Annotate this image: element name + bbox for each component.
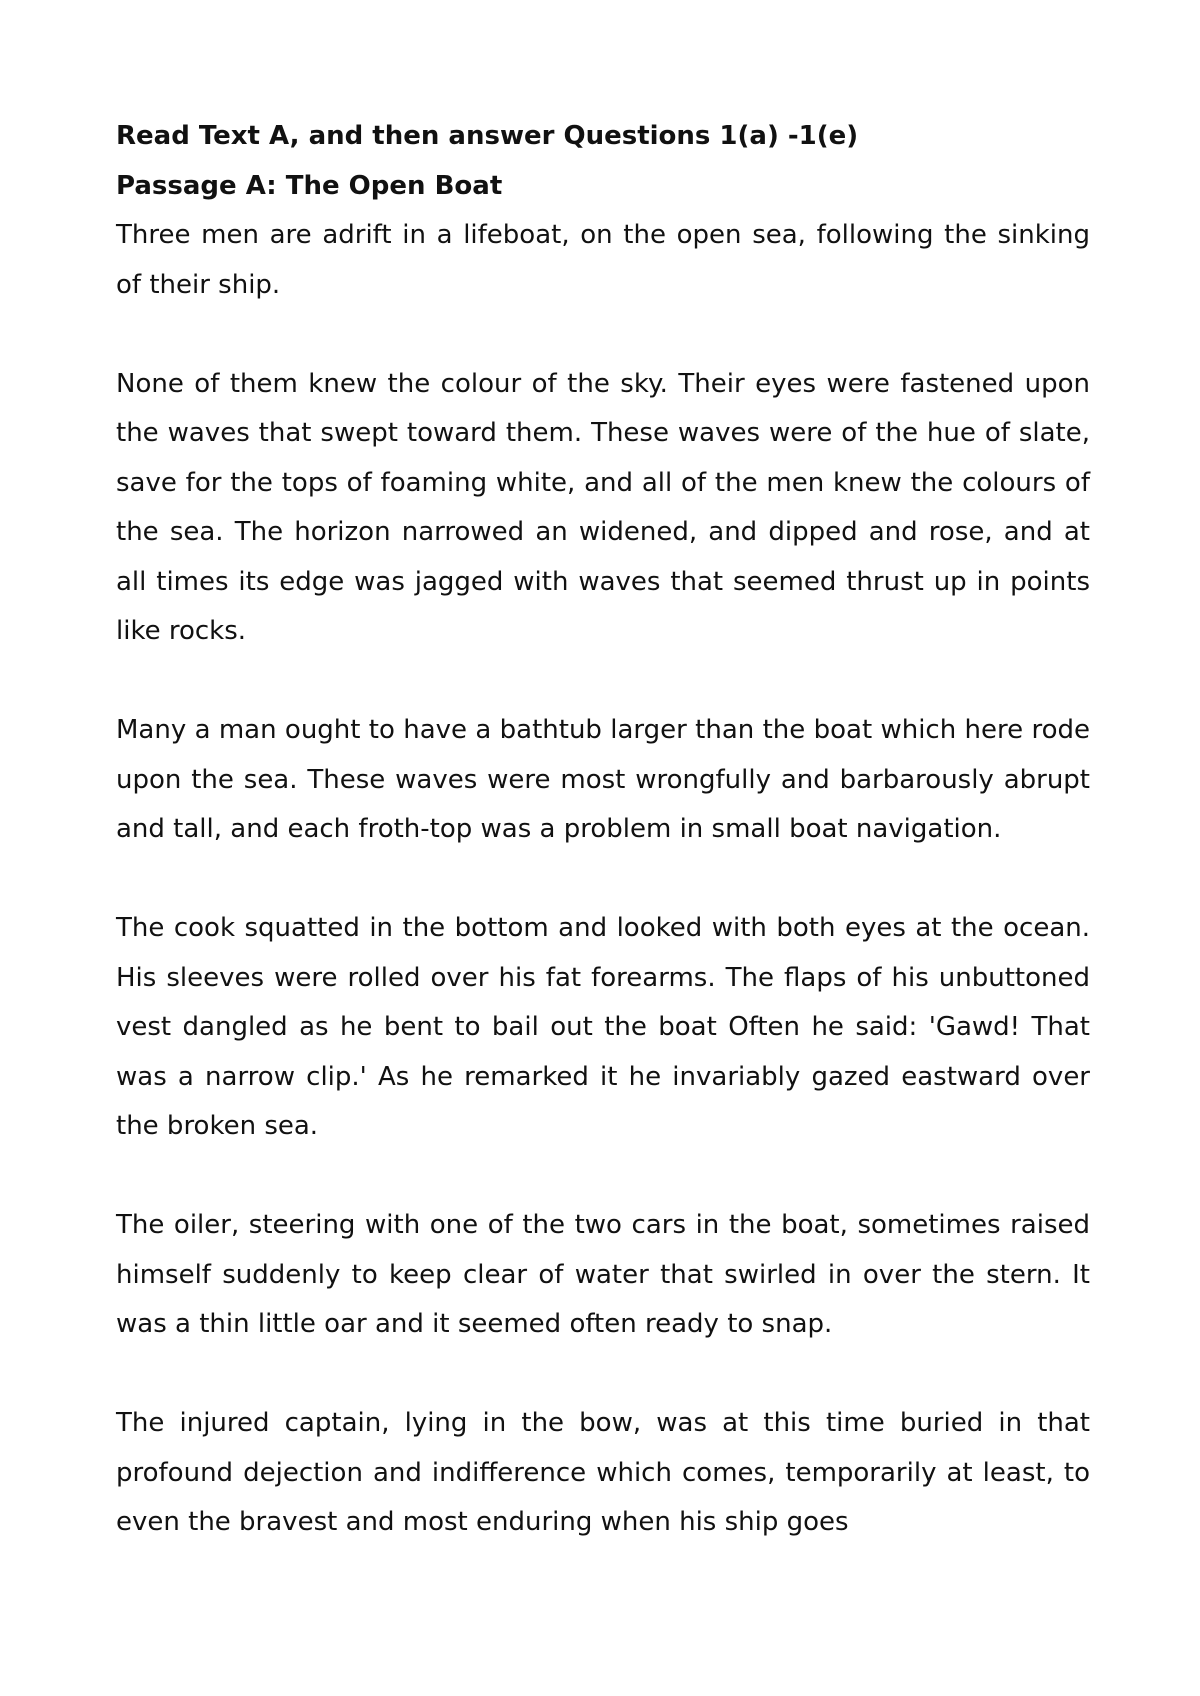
paragraph-sky: None of them knew the colour of the sky. Their eyes were fastened upon the waves that swept toward them. These waves were of the hue of slate, save for the tops of foaming white, and all of the men knew the colours of the sea. The horizon narrowed an widened, and dipped and rose, and at all times its edge was jagged with waves that seemed thrust up in points like rocks. bbox=[116, 368, 1090, 646]
paragraph-intro: Three men are adrift in a lifeboat, on the open sea, following the sinking of their ship. bbox=[116, 220, 1090, 300]
paragraph-bathtub: Many a man ought to have a bathtub larger than the boat which here rode upon the sea. These waves were most wrongfully and barbarously abrupt and tall, and each froth-top was a problem in small boat navigation. bbox=[116, 715, 1090, 844]
paragraph-captain: The injured captain, lying in the bow, was at this time buried in that profound dejection and indifference which comes, temporarily at least, to even the bravest and most enduring when his ship goes bbox=[116, 1408, 1090, 1537]
paragraph-oiler: The oiler, steering with one of the two cars in the boat, sometimes raised himself suddenly to keep clear of water that swirled in over the stern. It was a thin little oar and it seemed often ready to snap. bbox=[116, 1210, 1090, 1339]
passage-title: Passage A: The Open Boat bbox=[116, 170, 503, 201]
document-page bbox=[116, 112, 1090, 1548]
paragraph-cook: The cook squatted in the bottom and looked with both eyes at the ocean. His sleeves were rolled over his fat forearms. The flaps of his unbuttoned vest dangled as he bent to bail out the boat Often he said: 'Gawd! That was a narrow clip.' As he remarked it he invariably gazed eastward over the broken sea. bbox=[116, 913, 1090, 1141]
instruction-heading: Read Text A, and then answer Questions 1(a) -1(e) bbox=[116, 121, 859, 151]
